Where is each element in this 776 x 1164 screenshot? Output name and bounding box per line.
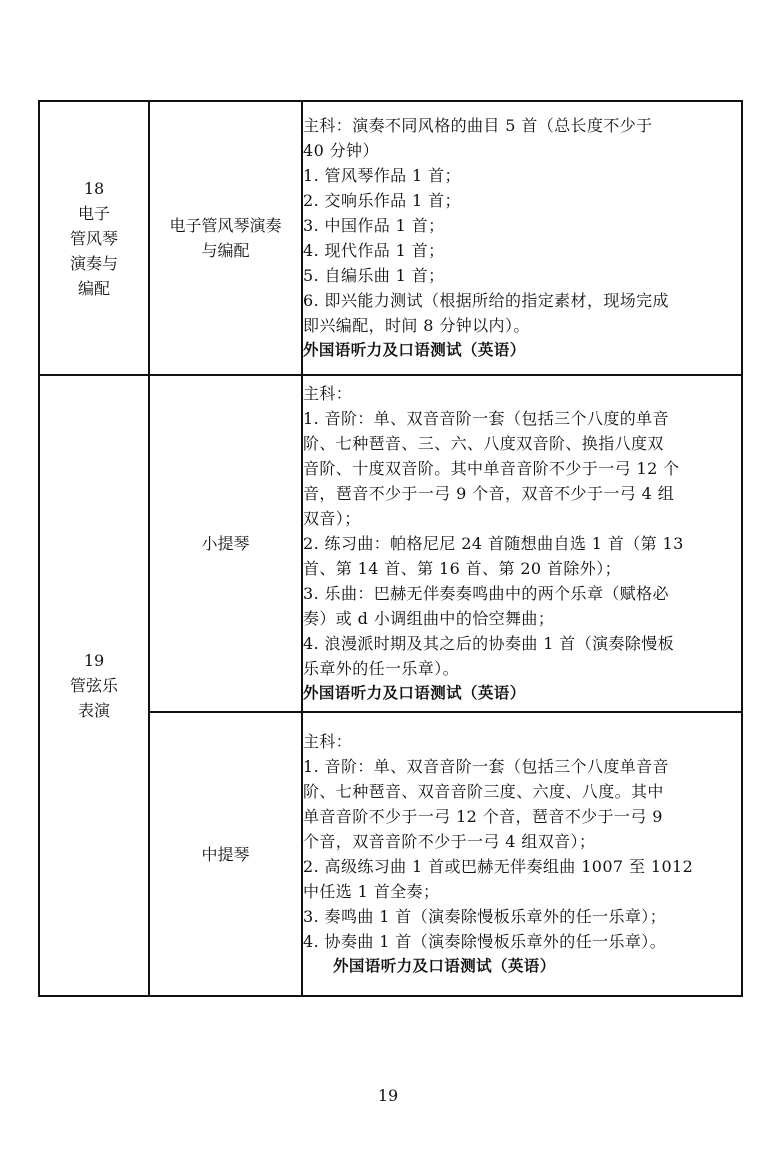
language-test-line: 外国语听力及口语测试（英语） [303, 341, 526, 359]
requirement-line: 奏）或 d 小调组曲中的恰空舞曲； [303, 609, 555, 628]
requirement-line: 3. 奏鸣曲 1 首（演奏除慢板乐章外的任一乐章）； [303, 907, 667, 926]
requirement-line: 2. 高级练习曲 1 首或巴赫无伴奏组曲 1007 至 1012 [303, 857, 694, 876]
major-name-line: 电子 [77, 203, 110, 223]
requirement-line: 单音音阶不少于一弓 12 个音，琶音不少于一弓 9 [303, 807, 663, 826]
requirement-line: 4. 协奏曲 1 首（演奏除慢板乐章外的任一乐章）。 [303, 932, 667, 951]
requirement-line: 中任选 1 首全奏； [303, 882, 440, 901]
requirement-line: 阶、七种琶音、三、六、八度双音阶、换指八度双 [303, 434, 664, 453]
subject-name-line: 中提琴 [201, 844, 250, 864]
subject-cell [149, 101, 302, 375]
subject-name-line: 与编配 [201, 241, 250, 260]
requirements-cell [302, 375, 742, 712]
language-test-line: 外国语听力及口语测试（英语） [303, 684, 526, 702]
table-row [39, 375, 742, 712]
major-number: 18 [83, 178, 105, 198]
requirements-cell [302, 712, 742, 996]
requirement-line: 首、第 14 首、第 16 首、第 20 首除外）； [303, 559, 621, 578]
major-cell [39, 375, 149, 996]
requirement-line: 3. 乐曲：巴赫无伴奏奏鸣曲中的两个乐章（赋格必 [303, 584, 669, 603]
requirements-cell [302, 101, 742, 375]
requirement-line: 主科： [303, 732, 353, 751]
requirement-line: 4. 现代作品 1 首； [303, 241, 445, 260]
subject-cell [149, 712, 302, 996]
requirement-line: 主科：演奏不同风格的曲目 5 首（总长度不少于 [303, 116, 653, 135]
requirement-line: 乐章外的任一乐章）。 [303, 659, 460, 678]
requirement-line: 2. 交响乐作品 1 首； [303, 191, 461, 210]
major-number: 19 [83, 651, 105, 670]
major-name-line: 表演 [77, 701, 110, 720]
major-name-line: 管风琴 [69, 228, 118, 248]
requirement-line: 3. 中国作品 1 首； [303, 216, 445, 235]
requirement-line: 4. 浪漫派时期及其之后的协奏曲 1 首（演奏除慢板 [303, 634, 675, 653]
requirement-line: 6. 即兴能力测试（根据所给的指定素材，现场完成 [303, 291, 669, 310]
requirement-line: 音，琶音不少于一弓 9 个音，双音不少于一弓 4 组 [303, 484, 675, 503]
major-cell [39, 101, 149, 375]
requirement-line: 1. 音阶：单、双音音阶一套（包括三个八度的单音 [303, 409, 669, 428]
requirement-line: 1. 音阶：单、双音音阶一套（包括三个八度单音音 [303, 757, 669, 776]
requirement-line: 双音）； [303, 509, 361, 528]
requirement-line: 主科： [303, 384, 353, 403]
subject-name-line: 小提琴 [201, 534, 250, 553]
page-number: 19 [377, 1086, 399, 1105]
requirement-line: 音阶、十度双音阶。其中单音音阶不少于一弓 12 个 [303, 459, 680, 478]
requirement-line: 5. 自编乐曲 1 首； [303, 266, 445, 285]
language-test-line: 外国语听力及口语测试（英语） [333, 957, 556, 975]
requirement-line: 40 分钟） [303, 141, 379, 160]
requirement-line: 2. 练习曲：帕格尼尼 24 首随想曲自选 1 首（第 13 [303, 534, 684, 553]
table-row [39, 101, 742, 375]
exam-requirements-table [38, 100, 743, 997]
subject-cell [149, 375, 302, 712]
requirement-line: 阶、七种琶音、双音音阶三度、六度、八度。其中 [303, 782, 664, 801]
major-name-line: 管弦乐 [69, 676, 118, 695]
major-name-line: 演奏与 [69, 253, 118, 273]
requirement-line: 个音，双音音阶不少于一弓 4 组双音）； [303, 832, 596, 851]
requirement-line: 1. 管风琴作品 1 首； [303, 166, 461, 185]
requirement-line: 即兴编配，时间 8 分钟以内）。 [303, 316, 530, 335]
major-name-line: 编配 [77, 278, 110, 298]
subject-name-line: 电子管风琴演奏 [169, 216, 282, 235]
